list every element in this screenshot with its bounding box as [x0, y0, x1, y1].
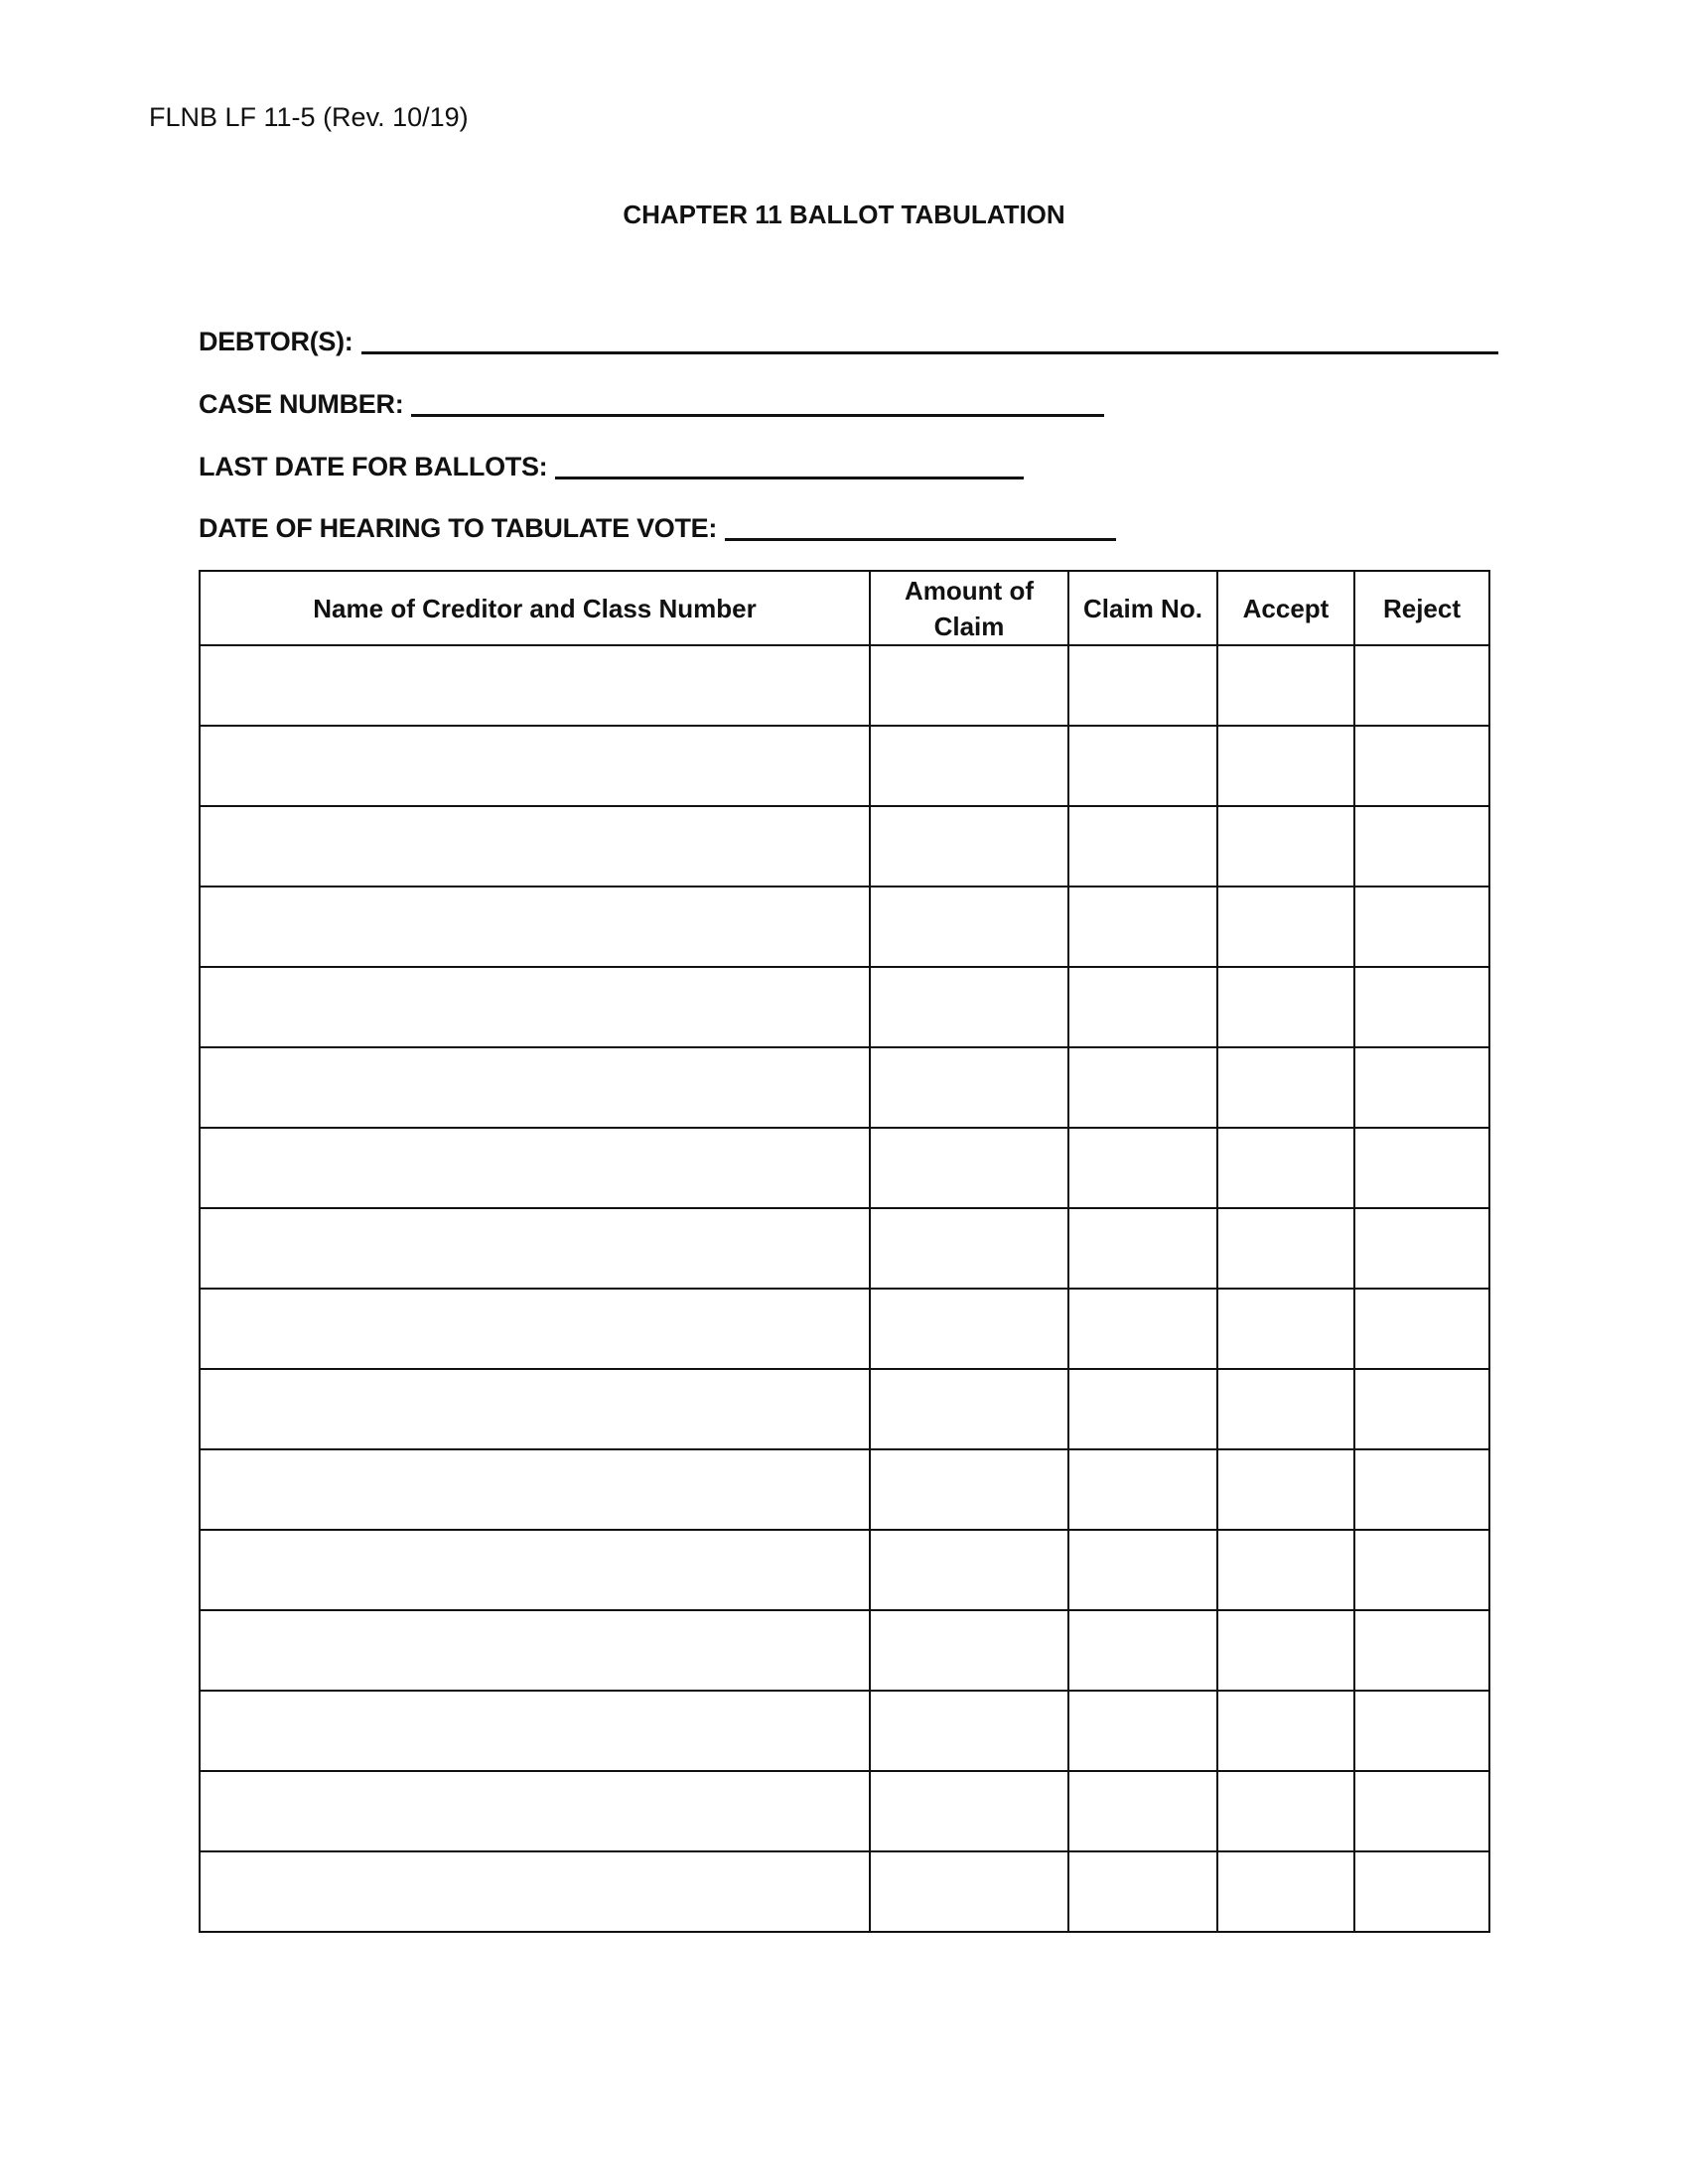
claim-no-cell[interactable] [1068, 1691, 1217, 1771]
col-header-creditor: Name of Creditor and Class Number [200, 571, 870, 645]
amount-cell[interactable] [870, 1128, 1068, 1208]
creditor-cell[interactable] [200, 645, 870, 726]
reject-cell[interactable] [1354, 1369, 1489, 1449]
page-title: CHAPTER 11 BALLOT TABULATION [623, 200, 1065, 229]
reject-cell[interactable] [1354, 1530, 1489, 1610]
accept-cell[interactable] [1217, 1369, 1354, 1449]
table-row [200, 806, 1489, 887]
table-row [200, 1047, 1489, 1128]
claim-no-cell[interactable] [1068, 887, 1217, 967]
last-date-input-line[interactable] [555, 447, 1024, 479]
creditor-cell[interactable] [200, 1289, 870, 1369]
debtor-field [199, 322, 1498, 358]
claim-no-cell[interactable] [1068, 1128, 1217, 1208]
col-header-claim-no: Claim No. [1068, 571, 1217, 645]
reject-cell[interactable] [1354, 645, 1489, 726]
table-row [200, 1208, 1489, 1289]
creditor-cell[interactable] [200, 1449, 870, 1530]
creditor-cell[interactable] [200, 1530, 870, 1610]
case-number-label: CASE NUMBER: [199, 389, 404, 419]
debtor-input-line[interactable] [361, 322, 1498, 354]
creditor-cell[interactable] [200, 1851, 870, 1932]
claim-no-cell[interactable] [1068, 1851, 1217, 1932]
amount-cell[interactable] [870, 1691, 1068, 1771]
table-row [200, 1530, 1489, 1610]
claim-no-cell[interactable] [1068, 1610, 1217, 1691]
table-row [200, 1610, 1489, 1691]
table-body [200, 645, 1489, 1932]
claim-no-cell[interactable] [1068, 806, 1217, 887]
amount-cell[interactable] [870, 1771, 1068, 1851]
claim-no-cell[interactable] [1068, 1047, 1217, 1128]
accept-cell[interactable] [1217, 1771, 1354, 1851]
table-row [200, 1128, 1489, 1208]
accept-cell[interactable] [1217, 1449, 1354, 1530]
amount-cell[interactable] [870, 1530, 1068, 1610]
accept-cell[interactable] [1217, 1610, 1354, 1691]
creditor-cell[interactable] [200, 1691, 870, 1771]
table-header-row [200, 571, 1489, 645]
debtor-label: DEBTOR(S): [199, 327, 353, 356]
last-date-label: LAST DATE FOR BALLOTS: [199, 452, 548, 481]
table-row [200, 1691, 1489, 1771]
amount-cell[interactable] [870, 1449, 1068, 1530]
reject-cell[interactable] [1354, 1771, 1489, 1851]
table-row [200, 1771, 1489, 1851]
reject-cell[interactable] [1354, 806, 1489, 887]
claim-no-cell[interactable] [1068, 1771, 1217, 1851]
table-row [200, 1289, 1489, 1369]
claim-no-cell[interactable] [1068, 1449, 1217, 1530]
table-row [200, 1851, 1489, 1932]
creditor-cell[interactable] [200, 887, 870, 967]
accept-cell[interactable] [1217, 806, 1354, 887]
claim-no-cell[interactable] [1068, 1289, 1217, 1369]
accept-cell[interactable] [1217, 1047, 1354, 1128]
accept-cell[interactable] [1217, 1128, 1354, 1208]
hearing-date-label: DATE OF HEARING TO TABULATE VOTE: [199, 513, 718, 543]
creditor-cell[interactable] [200, 1128, 870, 1208]
accept-cell[interactable] [1217, 1289, 1354, 1369]
amount-cell[interactable] [870, 806, 1068, 887]
creditor-cell[interactable] [200, 806, 870, 887]
creditor-cell[interactable] [200, 1208, 870, 1289]
amount-cell[interactable] [870, 645, 1068, 726]
creditor-cell[interactable] [200, 1610, 870, 1691]
reject-cell[interactable] [1354, 967, 1489, 1047]
amount-cell[interactable] [870, 1851, 1068, 1932]
accept-cell[interactable] [1217, 1208, 1354, 1289]
creditor-cell[interactable] [200, 1369, 870, 1449]
accept-cell[interactable] [1217, 1851, 1354, 1932]
reject-cell[interactable] [1354, 887, 1489, 967]
accept-cell[interactable] [1217, 645, 1354, 726]
accept-cell[interactable] [1217, 726, 1354, 806]
creditor-cell[interactable] [200, 726, 870, 806]
col-header-reject: Reject [1354, 571, 1489, 645]
amount-cell[interactable] [870, 1610, 1068, 1691]
last-date-field [199, 447, 1024, 483]
table-row [200, 887, 1489, 967]
claim-no-cell[interactable] [1068, 967, 1217, 1047]
creditor-cell[interactable] [200, 967, 870, 1047]
accept-cell[interactable] [1217, 967, 1354, 1047]
claim-no-cell[interactable] [1068, 726, 1217, 806]
amount-cell[interactable] [870, 1369, 1068, 1449]
amount-cell[interactable] [870, 967, 1068, 1047]
accept-cell[interactable] [1217, 1530, 1354, 1610]
case-number-input-line[interactable] [411, 384, 1104, 417]
table-row [200, 1449, 1489, 1530]
reject-cell[interactable] [1354, 1047, 1489, 1128]
col-header-amount: Amount of Claim [870, 571, 1068, 645]
reject-cell[interactable] [1354, 1691, 1489, 1771]
form-id: FLNB LF 11-5 (Rev. 10/19) [149, 102, 469, 132]
hearing-date-input-line[interactable] [725, 508, 1116, 541]
table-row [200, 967, 1489, 1047]
col-header-accept: Accept [1217, 571, 1354, 645]
table-row [200, 645, 1489, 726]
reject-cell[interactable] [1354, 1208, 1489, 1289]
creditor-cell[interactable] [200, 1771, 870, 1851]
amount-cell[interactable] [870, 1047, 1068, 1128]
claim-no-cell[interactable] [1068, 1369, 1217, 1449]
reject-cell[interactable] [1354, 1128, 1489, 1208]
reject-cell[interactable] [1354, 726, 1489, 806]
reject-cell[interactable] [1354, 1610, 1489, 1691]
accept-cell[interactable] [1217, 887, 1354, 967]
claim-no-cell[interactable] [1068, 645, 1217, 726]
amount-cell[interactable] [870, 887, 1068, 967]
ballot-table [199, 570, 1490, 1933]
reject-cell[interactable] [1354, 1851, 1489, 1932]
claim-no-cell[interactable] [1068, 1208, 1217, 1289]
hearing-date-field [199, 508, 1116, 545]
case-number-field [199, 384, 1104, 421]
reject-cell[interactable] [1354, 1289, 1489, 1369]
creditor-cell[interactable] [200, 1047, 870, 1128]
reject-cell[interactable] [1354, 1449, 1489, 1530]
amount-cell[interactable] [870, 1208, 1068, 1289]
amount-cell[interactable] [870, 726, 1068, 806]
accept-cell[interactable] [1217, 1691, 1354, 1771]
claim-no-cell[interactable] [1068, 1530, 1217, 1610]
amount-cell[interactable] [870, 1289, 1068, 1369]
table-row [200, 1369, 1489, 1449]
table-row [200, 726, 1489, 806]
